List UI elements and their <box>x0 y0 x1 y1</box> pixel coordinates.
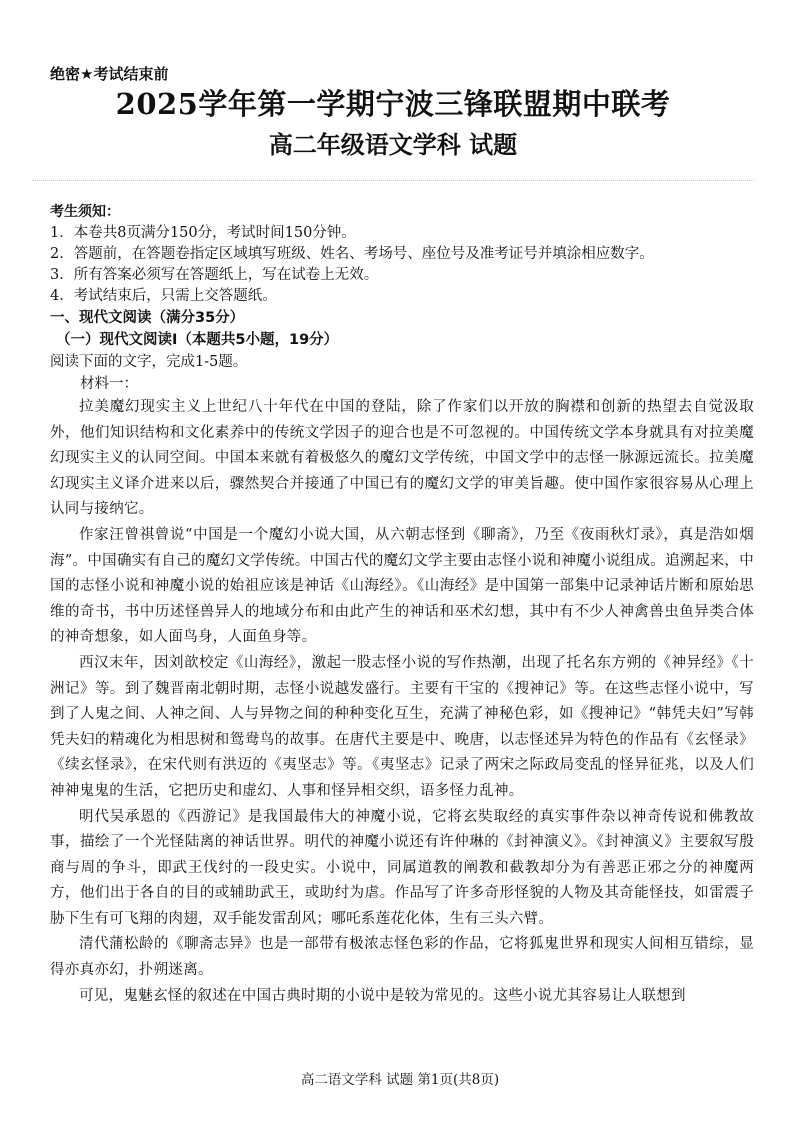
passage-paragraph: 清代蒲松龄的《聊斋志异》也是一部带有极浓志怪色彩的作品，它将狐鬼世界和现实人间相互错综，显得亦真亦幻，扑朔迷离。 <box>50 936 754 979</box>
material-label: 材料一： <box>80 376 138 392</box>
passage-paragraph: 拉美魔幻现实主义上世纪八十年代在中国的登陆，除了作家们以开放的胸襟和创新的热望去自觉汲取外，他们知识结构和文化素养中的传统文学因子的迎合也是不可忽视的。中国传统文学本身就具有对拉美魔幻现实主义的认同空间。中国本来就有着极悠久的魔幻文学传统，中国文学中的志怪一脉源远流长。拉美魔幻现实主义译介进来以后，骤然契合并接通了中国已有的魔幻文学的审美旨趣。使中国作家很容易从心理上认同与接纳它。 <box>50 399 754 518</box>
passage-paragraph: 西汉末年，因刘歆校定《山海经》，激起一股志怪小说的写作热潮，出现了托名东方朔的《神异经》《十洲记》等。到了魏晋南北朝时期，志怪小说越发盛行。主要有干宝的《搜神记》等。在这些志怪小说中，写到了人鬼之间、人神之间、人与异物之间的种种变化互生，充满了神秘色彩，如《搜神记》“韩凭夫妇”写韩凭夫妇的精魂化为相思树和鸳鸯鸟的故事。在唐代主要是中、晚唐，以志怪述异为特色的作品有《玄怪录》《续玄怪录》，在宋代则有洪迈的《夷坚志》等。《夷坚志》记录了两宋之际政局变乱的怪异征兆，以及人们神神鬼鬼的生活，它把历史和虚幻、人事和怪异相交织，语多怪力乱神。 <box>50 654 754 799</box>
notice-item: 3．所有答案必须写在答题纸上，写在试卷上无效。 <box>50 267 379 283</box>
notice-item: 1．本卷共8页满分150分，考试时间150分钟。 <box>50 225 356 241</box>
exam-title: 2025学年第一学期宁波三锋联盟期中联考 <box>115 87 671 121</box>
reading-passage <box>50 395 754 1009</box>
exam-subtitle: 高二年级语文学科 试题 <box>268 130 518 159</box>
notice-heading: 考生须知： <box>50 204 120 220</box>
notice-item: 4．考试结束后，只需上交答题纸。 <box>50 288 277 304</box>
passage-paragraph: 明代吴承恩的《西游记》是我国最伟大的神魔小说，它将玄奘取经的真实事件杂以神奇传说和佛教故事，描绘了一个光怪陆离的神话世界。明代的神魔小说还有许仲琳的《封神演义》。《封神演义》主要叙写殷商与周的争斗，即武王伐纣的一段史实。小说中，同属道教的阐教和截教却分为有善恶正邪之分的神魔两方，他们出于各自的目的或辅助武王，或助纣为虐。作品写了许多奇形怪貌的人物及其奇能怪技，如雷震子胁下生有可飞翔的肉翅，双手能发雷刮风；哪吒系莲花化体，生有三头六臂。 <box>50 808 754 927</box>
subsection-heading: （一）现代文阅读Ⅰ（本题共5小题，19分） <box>56 332 339 348</box>
reading-instruction: 阅读下面的文字，完成1-5题。 <box>50 354 248 370</box>
notice-list <box>50 223 754 307</box>
header-divider <box>32 180 754 182</box>
section-heading: 一、现代文阅读（满分35分） <box>50 310 245 326</box>
secret-label: 绝密★考试结束前 <box>50 65 169 83</box>
notice-item: 2．答题前，在答题卷指定区域填写班级、姓名、考场号、座位号及准考证号并填涂相应数字。 <box>50 246 654 262</box>
passage-paragraph: 可见，鬼魅玄怪的叙述在中国古典时期的小说中是较为常见的。这些小说尤其容易让人联想到 <box>79 987 686 1004</box>
page-footer: 高二语文学科 试题 第1页(共8页) <box>300 1072 500 1088</box>
passage-paragraph: 作家汪曾祺曾说“中国是一个魔幻小说大国，从六朝志怪到《聊斋》，乃至《夜雨秋灯录》，真是浩如烟海”。中国确实有自己的魔幻文学传统。中国古代的魔幻文学主要由志怪小说和神魔小说组成。追溯起来，中国的志怪小说和神魔小说的始祖应该是神话《山海经》。《山海经》是中国第一部集中记录神话片断和原始思维的奇书，书中历述怪兽异人的地域分布和由此产生的神话和巫术幻想，其中有不少人神禽兽虫鱼异类合体的神奇想象，如人面鸟身，人面鱼身等。 <box>50 526 754 646</box>
